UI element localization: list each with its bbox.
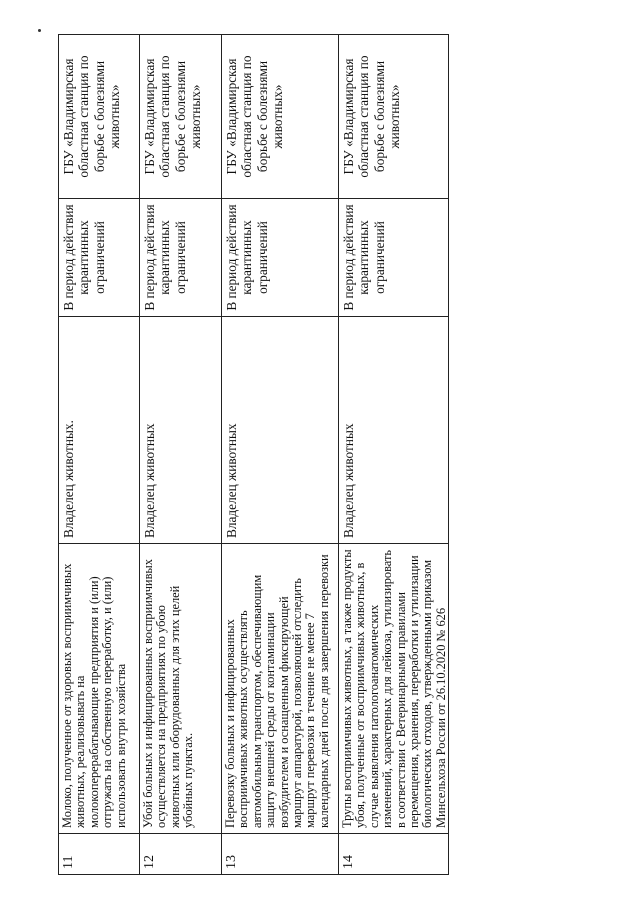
executor-cell: ГБУ «Владимирская областная станция по борьбе с болезнями животных» xyxy=(222,35,339,199)
measure-cell: Трупы восприимчивых животных, а также продукты убоя, полученные от восприимчивых животных, в случае выявления патологоанатомических изменений, характерных для лейкоза, утилизировать в соответствии с Ветеринарными правилами перемещения, хранения, переработки и утилизации биологических отходов, утвержденными приказом Минсельхоза России от 26.10.2020 № 626 xyxy=(339,544,449,834)
scan-speck xyxy=(38,29,41,32)
term-cell: В период действия карантинных ограничений xyxy=(339,199,449,317)
table-row xyxy=(59,35,140,875)
measure-cell: Молоко, полученное от здоровых восприимчивых животных, реализовывать на молокоперерабатывающие предприятия и (или) отгружать на собственную переработку, и (или) использовать внутри хозяйства xyxy=(59,544,140,834)
executor-cell: ГБУ «Владимирская областная станция по борьбе с болезнями животных» xyxy=(59,35,140,199)
responsible-cell: Владелец животных xyxy=(222,317,339,544)
responsible-cell: Владелец животных xyxy=(140,317,222,544)
row-number: 11 xyxy=(59,834,140,875)
table-row xyxy=(222,35,339,875)
measures-table xyxy=(58,34,449,875)
rotated-page xyxy=(58,35,448,875)
term-cell: В период действия карантинных ограничений xyxy=(140,199,222,317)
row-number: 13 xyxy=(222,834,339,875)
row-number: 14 xyxy=(339,834,449,875)
table-row xyxy=(339,35,449,875)
term-cell: В период действия карантинных ограничений xyxy=(59,199,140,317)
measure-cell: Перевозку больных и инфицированных восприимчивых животных осуществлять автомобильным транспортом, обеспечивающим защиту внешней среды от контаминации возбудителем и оснащенным фиксирующей маршрут аппаратурой, позволяющей отследить маршрут перевозки в течение не менее 7 календарных дней после дня завершения перевозки xyxy=(222,544,339,834)
term-cell: В период действия карантинных ограничений xyxy=(222,199,339,317)
responsible-cell: Владелец животных. xyxy=(59,317,140,544)
executor-cell: ГБУ «Владимирская областная станция по борьбе с болезнями животных» xyxy=(140,35,222,199)
row-number: 12 xyxy=(140,834,222,875)
responsible-cell: Владелец животных xyxy=(339,317,449,544)
executor-cell: ГБУ «Владимирская областная станция по борьбе с болезнями животных» xyxy=(339,35,449,199)
measure-cell: Убой больных и инфицированных восприимчивых осуществляется на предприятиях по убою животных или оборудованных для этих целей убойных пунктах. xyxy=(140,544,222,834)
table-row xyxy=(140,35,222,875)
